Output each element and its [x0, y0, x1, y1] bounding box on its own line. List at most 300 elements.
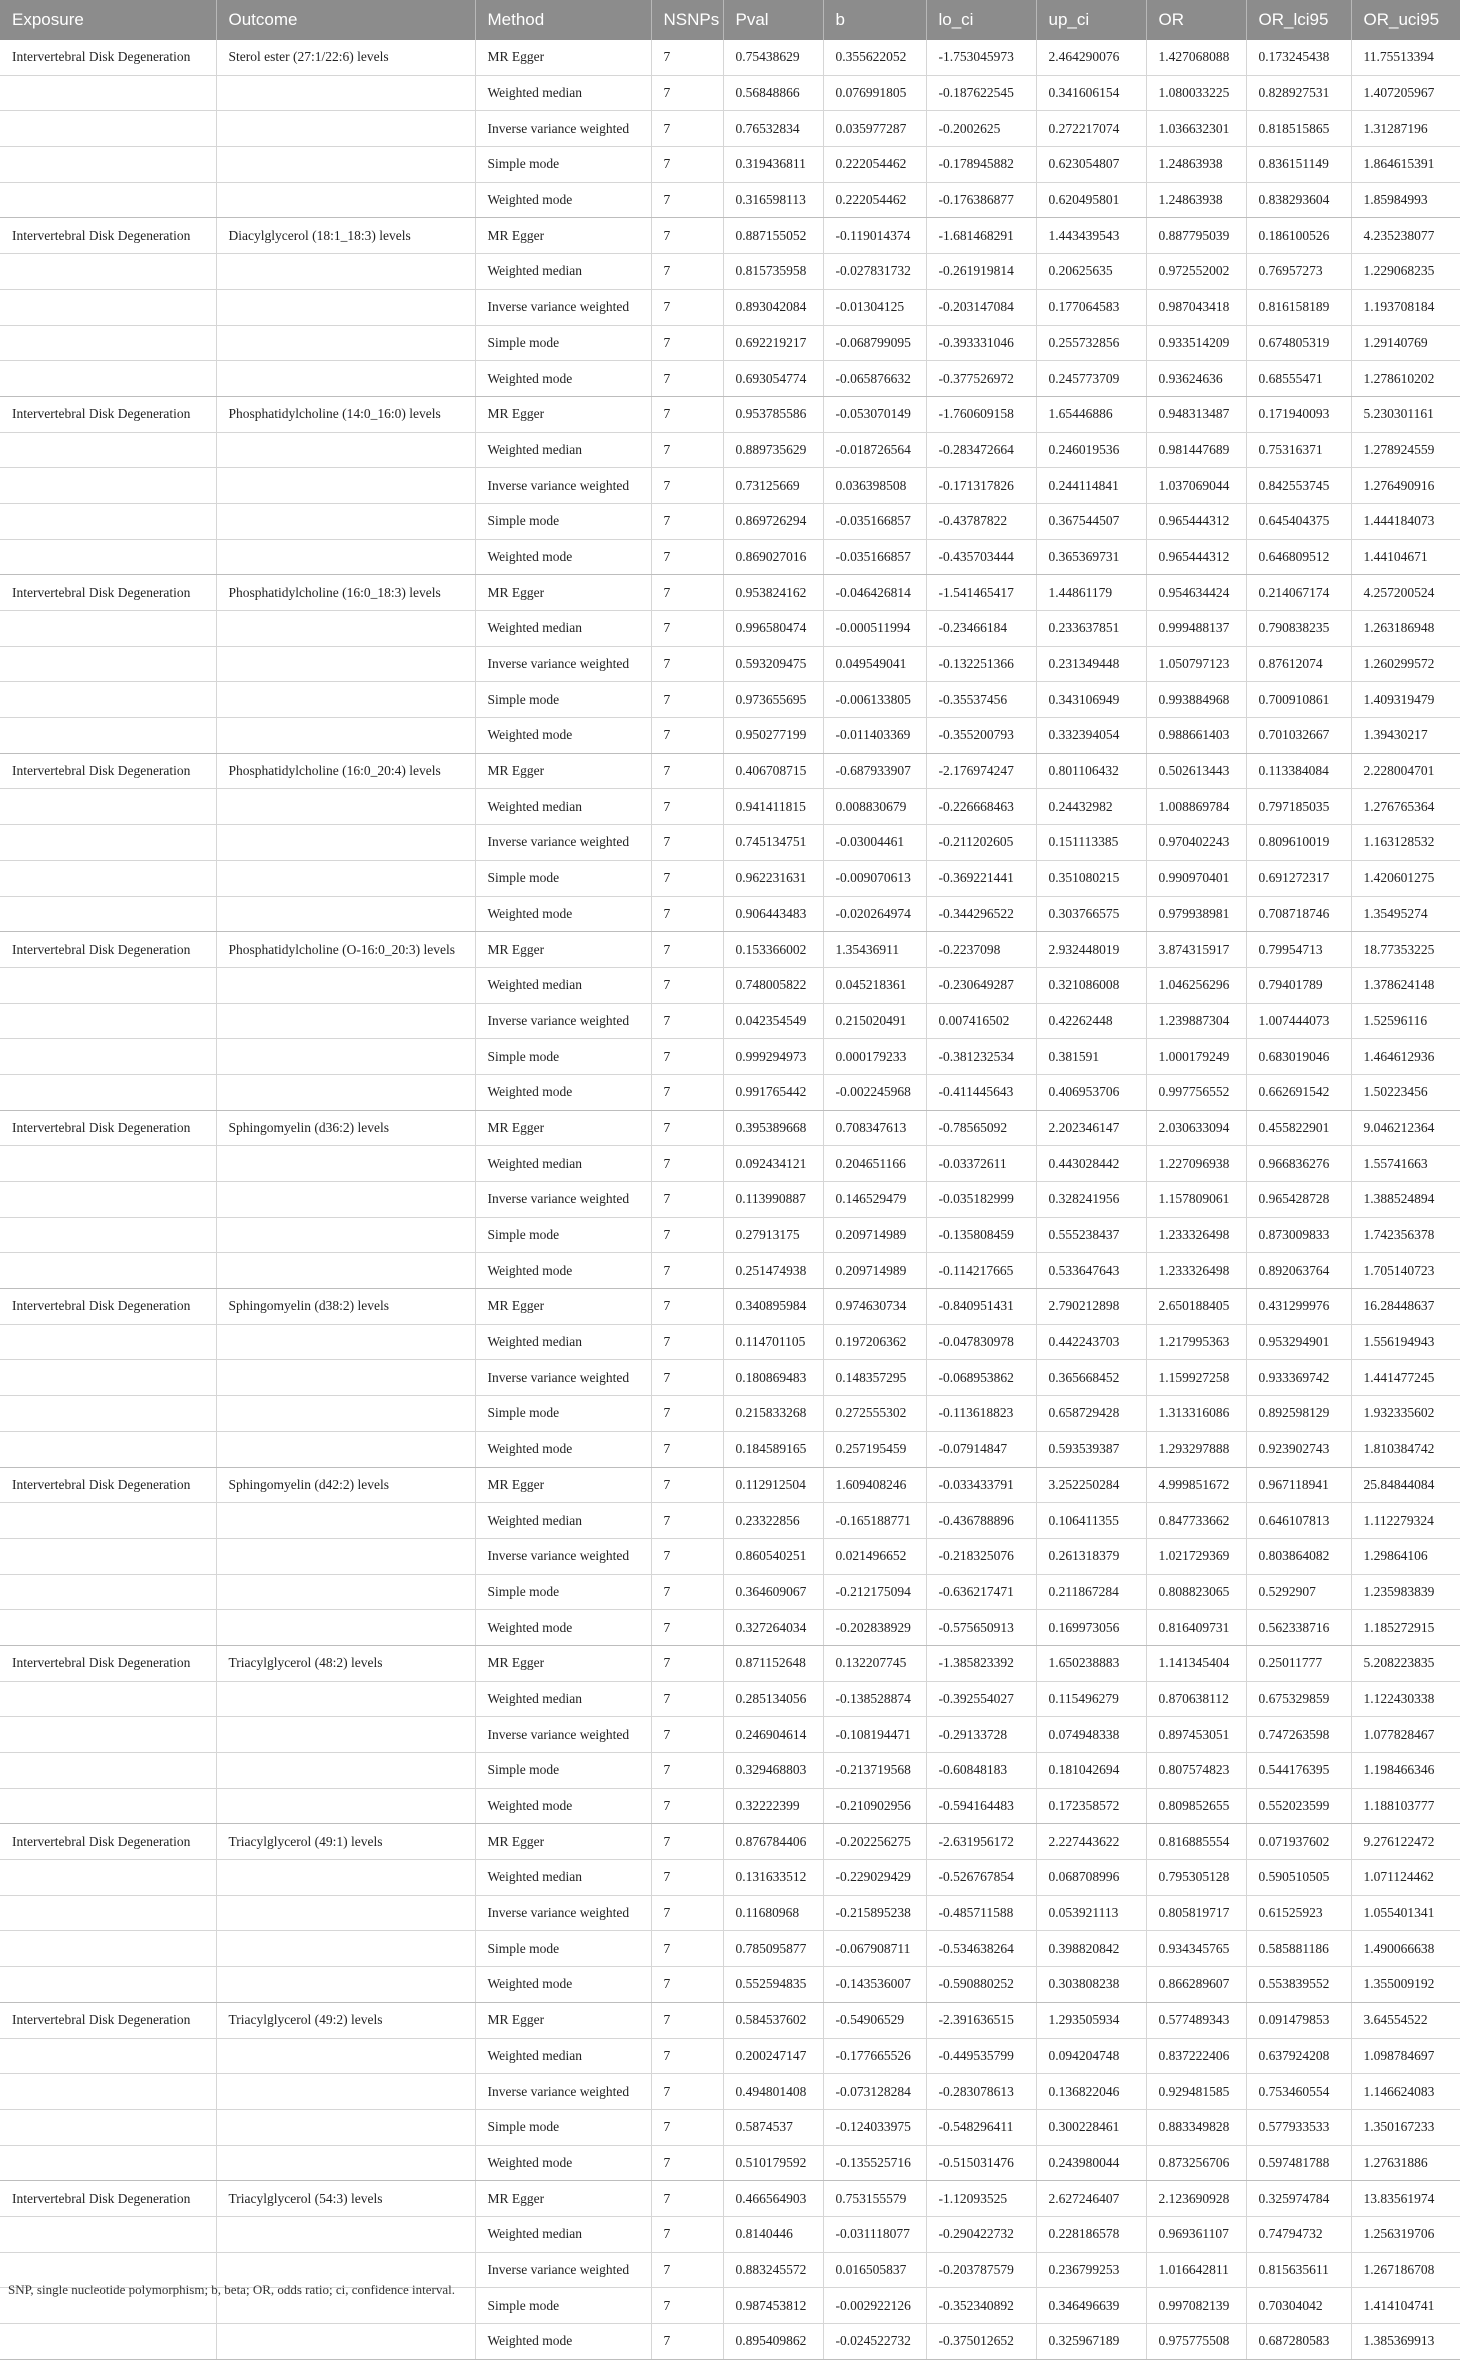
method-cell: Weighted median: [475, 967, 651, 1003]
method-cell: Weighted median: [475, 254, 651, 290]
exposure-cell: [0, 1574, 216, 1610]
method-cell: Simple mode: [475, 1396, 651, 1432]
outcome-cell: [216, 325, 475, 361]
nsnps-cell: 7: [651, 40, 723, 75]
up-ci-cell: 0.365369731: [1036, 539, 1146, 575]
method-cell: Weighted median: [475, 1146, 651, 1182]
method-cell: Simple mode: [475, 2288, 651, 2324]
table-row: [0, 575, 1460, 611]
or-cell: 0.883349828: [1146, 2109, 1246, 2145]
up-ci-cell: 0.233637851: [1036, 611, 1146, 647]
nsnps-cell: 7: [651, 825, 723, 861]
or-uci95-cell: 25.84844084: [1351, 1467, 1460, 1503]
nsnps-cell: 7: [651, 1717, 723, 1753]
method-cell: Weighted median: [475, 2038, 651, 2074]
or-lci95-cell: 0.173245438: [1246, 40, 1351, 75]
table-row: [0, 1967, 1460, 2003]
exposure-cell: [0, 1895, 216, 1931]
nsnps-cell: 7: [651, 1574, 723, 1610]
b-cell: -0.018726564: [823, 432, 926, 468]
or-cell: 0.997082139: [1146, 2288, 1246, 2324]
lo-ci-cell: -0.575650913: [926, 1610, 1036, 1646]
method-cell: MR Egger: [475, 932, 651, 968]
or-cell: 1.046256296: [1146, 967, 1246, 1003]
nsnps-cell: 7: [651, 789, 723, 825]
method-cell: Simple mode: [475, 1931, 651, 1967]
pval-cell: 0.32222399: [723, 1788, 823, 1824]
or-lci95-cell: 0.700910861: [1246, 682, 1351, 718]
nsnps-cell: 7: [651, 1681, 723, 1717]
exposure-cell: [0, 289, 216, 325]
up-ci-cell: 0.272217074: [1036, 111, 1146, 147]
b-cell: -0.009070613: [823, 860, 926, 896]
outcome-cell: [216, 2145, 475, 2181]
or-lci95-cell: 0.590510505: [1246, 1860, 1351, 1896]
outcome-cell: [216, 1360, 475, 1396]
exposure-cell: [0, 860, 216, 896]
lo-ci-cell: -0.485711588: [926, 1895, 1036, 1931]
nsnps-cell: 7: [651, 2216, 723, 2252]
table-row: [0, 1074, 1460, 1110]
up-ci-cell: 1.293505934: [1036, 2002, 1146, 2038]
up-ci-cell: 0.351080215: [1036, 860, 1146, 896]
or-cell: 0.807574823: [1146, 1753, 1246, 1789]
or-cell: 4.999851672: [1146, 1467, 1246, 1503]
or-lci95-cell: 0.691272317: [1246, 860, 1351, 896]
up-ci-cell: 0.801106432: [1036, 753, 1146, 789]
outcome-cell: [216, 2216, 475, 2252]
b-cell: 0.076991805: [823, 75, 926, 111]
table-row: [0, 182, 1460, 218]
nsnps-cell: 7: [651, 111, 723, 147]
or-lci95-cell: 0.815635611: [1246, 2252, 1351, 2288]
or-lci95-cell: 0.585881186: [1246, 1931, 1351, 1967]
table-row: [0, 1360, 1460, 1396]
lo-ci-cell: -0.211202605: [926, 825, 1036, 861]
pval-cell: 0.693054774: [723, 361, 823, 397]
lo-ci-cell: -0.187622545: [926, 75, 1036, 111]
outcome-cell: [216, 2038, 475, 2074]
b-cell: 0.132207745: [823, 1645, 926, 1681]
table-row: [0, 718, 1460, 754]
table-row: [0, 1431, 1460, 1467]
up-ci-cell: 3.252250284: [1036, 1467, 1146, 1503]
or-uci95-cell: 1.193708184: [1351, 289, 1460, 325]
or-lci95-cell: 0.790838235: [1246, 611, 1351, 647]
method-cell: Weighted median: [475, 1324, 651, 1360]
or-cell: 0.816885554: [1146, 1824, 1246, 1860]
or-lci95-cell: 0.562338716: [1246, 1610, 1351, 1646]
outcome-cell: [216, 2109, 475, 2145]
b-cell: 0.355622052: [823, 40, 926, 75]
lo-ci-cell: -0.047830978: [926, 1324, 1036, 1360]
pval-cell: 0.153366002: [723, 932, 823, 968]
b-cell: -0.138528874: [823, 1681, 926, 1717]
or-lci95-cell: 1.007444073: [1246, 1003, 1351, 1039]
or-cell: 0.979938981: [1146, 896, 1246, 932]
b-cell: -0.053070149: [823, 396, 926, 432]
pval-cell: 0.092434121: [723, 1146, 823, 1182]
or-lci95-cell: 0.818515865: [1246, 111, 1351, 147]
method-cell: Inverse variance weighted: [475, 1895, 651, 1931]
pval-cell: 0.941411815: [723, 789, 823, 825]
up-ci-cell: 1.443439543: [1036, 218, 1146, 254]
or-lci95-cell: 0.747263598: [1246, 1717, 1351, 1753]
pval-cell: 0.113990887: [723, 1182, 823, 1218]
or-cell: 0.975775508: [1146, 2324, 1246, 2360]
up-ci-cell: 0.365668452: [1036, 1360, 1146, 1396]
table-row: [0, 753, 1460, 789]
or-cell: 0.948313487: [1146, 396, 1246, 432]
or-cell: 1.313316086: [1146, 1396, 1246, 1432]
exposure-cell: [0, 539, 216, 575]
outcome-cell: [216, 1681, 475, 1717]
nsnps-cell: 7: [651, 396, 723, 432]
table-row: [0, 75, 1460, 111]
method-cell: Weighted mode: [475, 896, 651, 932]
b-cell: 0.148357295: [823, 1360, 926, 1396]
lo-ci-cell: -0.176386877: [926, 182, 1036, 218]
up-ci-cell: 0.443028442: [1036, 1146, 1146, 1182]
lo-ci-cell: -0.78565092: [926, 1110, 1036, 1146]
outcome-cell: Diacylglycerol (18:1_18:3) levels: [216, 218, 475, 254]
exposure-cell: [0, 1931, 216, 1967]
method-cell: MR Egger: [475, 2002, 651, 2038]
exposure-cell: [0, 1217, 216, 1253]
lo-ci-cell: -0.515031476: [926, 2145, 1036, 2181]
nsnps-cell: 7: [651, 539, 723, 575]
lo-ci-cell: -0.283078613: [926, 2074, 1036, 2110]
outcome-cell: [216, 1146, 475, 1182]
method-cell: MR Egger: [475, 1289, 651, 1325]
table-row: [0, 1610, 1460, 1646]
nsnps-cell: 7: [651, 2109, 723, 2145]
outcome-cell: [216, 967, 475, 1003]
exposure-cell: Intervertebral Disk Degeneration: [0, 1110, 216, 1146]
nsnps-cell: 7: [651, 2288, 723, 2324]
or-uci95-cell: 1.350167233: [1351, 2109, 1460, 2145]
method-cell: Weighted median: [475, 611, 651, 647]
nsnps-cell: 7: [651, 860, 723, 896]
exposure-cell: [0, 111, 216, 147]
lo-ci-cell: -0.548296411: [926, 2109, 1036, 2145]
or-uci95-cell: 1.185272915: [1351, 1610, 1460, 1646]
or-cell: 0.969361107: [1146, 2216, 1246, 2252]
up-ci-cell: 0.136822046: [1036, 2074, 1146, 2110]
or-uci95-cell: 16.28448637: [1351, 1289, 1460, 1325]
pval-cell: 0.56848866: [723, 75, 823, 111]
outcome-cell: [216, 1074, 475, 1110]
exposure-cell: [0, 611, 216, 647]
lo-ci-cell: -0.534638264: [926, 1931, 1036, 1967]
method-cell: Simple mode: [475, 147, 651, 183]
or-lci95-cell: 0.965428728: [1246, 1182, 1351, 1218]
table-row: [0, 2074, 1460, 2110]
or-uci95-cell: 1.385369913: [1351, 2324, 1460, 2360]
pval-cell: 0.510179592: [723, 2145, 823, 2181]
b-cell: 0.753155579: [823, 2181, 926, 2217]
or-cell: 0.954634424: [1146, 575, 1246, 611]
or-cell: 1.037069044: [1146, 468, 1246, 504]
lo-ci-cell: -0.226668463: [926, 789, 1036, 825]
table-row: [0, 325, 1460, 361]
table-row: [0, 611, 1460, 647]
or-uci95-cell: 1.490066638: [1351, 1931, 1460, 1967]
or-uci95-cell: 1.077828467: [1351, 1717, 1460, 1753]
table-row: [0, 2216, 1460, 2252]
or-cell: 0.933514209: [1146, 325, 1246, 361]
method-cell: MR Egger: [475, 1467, 651, 1503]
or-cell: 0.887795039: [1146, 218, 1246, 254]
outcome-cell: [216, 1931, 475, 1967]
b-cell: 0.708347613: [823, 1110, 926, 1146]
or-lci95-cell: 0.071937602: [1246, 1824, 1351, 1860]
exposure-cell: [0, 896, 216, 932]
table-header-row: [0, 0, 1460, 40]
outcome-cell: [216, 111, 475, 147]
nsnps-cell: 7: [651, 1253, 723, 1289]
pval-cell: 0.991765442: [723, 1074, 823, 1110]
lo-ci-cell: -0.135808459: [926, 1217, 1036, 1253]
b-cell: 0.272555302: [823, 1396, 926, 1432]
table-row: [0, 40, 1460, 75]
lo-ci-cell: -0.203787579: [926, 2252, 1036, 2288]
pval-cell: 0.466564903: [723, 2181, 823, 2217]
b-cell: -0.108194471: [823, 1717, 926, 1753]
or-cell: 0.929481585: [1146, 2074, 1246, 2110]
or-uci95-cell: 4.235238077: [1351, 218, 1460, 254]
exposure-cell: [0, 1860, 216, 1896]
outcome-cell: [216, 718, 475, 754]
pval-cell: 0.114701105: [723, 1324, 823, 1360]
or-cell: 1.227096938: [1146, 1146, 1246, 1182]
exposure-cell: [0, 503, 216, 539]
outcome-cell: [216, 646, 475, 682]
outcome-cell: [216, 147, 475, 183]
pval-cell: 0.11680968: [723, 1895, 823, 1931]
pval-cell: 0.745134751: [723, 825, 823, 861]
exposure-cell: [0, 1610, 216, 1646]
table-row: [0, 860, 1460, 896]
pval-cell: 0.285134056: [723, 1681, 823, 1717]
or-cell: 1.217995363: [1146, 1324, 1246, 1360]
up-ci-cell: 2.932448019: [1036, 932, 1146, 968]
or-uci95-cell: 1.276765364: [1351, 789, 1460, 825]
outcome-cell: Triacylglycerol (49:1) levels: [216, 1824, 475, 1860]
nsnps-cell: 7: [651, 967, 723, 1003]
method-cell: Weighted mode: [475, 361, 651, 397]
up-ci-cell: 0.094204748: [1036, 2038, 1146, 2074]
method-cell: Weighted median: [475, 1503, 651, 1539]
or-uci95-cell: 9.046212364: [1351, 1110, 1460, 1146]
up-ci-cell: 2.464290076: [1036, 40, 1146, 75]
table-row: [0, 2002, 1460, 2038]
nsnps-cell: 7: [651, 2252, 723, 2288]
up-ci-cell: 0.177064583: [1036, 289, 1146, 325]
method-cell: MR Egger: [475, 1824, 651, 1860]
up-ci-cell: 0.243980044: [1036, 2145, 1146, 2181]
b-cell: 0.209714989: [823, 1253, 926, 1289]
table-row: [0, 1324, 1460, 1360]
or-lci95-cell: 0.61525923: [1246, 1895, 1351, 1931]
b-cell: -0.002922126: [823, 2288, 926, 2324]
table-row: [0, 967, 1460, 1003]
up-ci-cell: 0.211867284: [1036, 1574, 1146, 1610]
or-lci95-cell: 0.553839552: [1246, 1967, 1351, 2003]
pval-cell: 0.962231631: [723, 860, 823, 896]
or-uci95-cell: 1.122430338: [1351, 1681, 1460, 1717]
pval-cell: 0.395389668: [723, 1110, 823, 1146]
pval-cell: 0.584537602: [723, 2002, 823, 2038]
table-row: [0, 1396, 1460, 1432]
b-cell: -0.01304125: [823, 289, 926, 325]
table-row: [0, 1681, 1460, 1717]
outcome-cell: [216, 1860, 475, 1896]
lo-ci-cell: -0.283472664: [926, 432, 1036, 468]
nsnps-cell: 7: [651, 432, 723, 468]
outcome-cell: [216, 289, 475, 325]
outcome-cell: Sphingomyelin (d36:2) levels: [216, 1110, 475, 1146]
b-cell: -0.065876632: [823, 361, 926, 397]
b-cell: 0.197206362: [823, 1324, 926, 1360]
method-cell: Weighted mode: [475, 1967, 651, 2003]
or-cell: 1.141345404: [1146, 1645, 1246, 1681]
pval-cell: 0.593209475: [723, 646, 823, 682]
exposure-cell: [0, 1003, 216, 1039]
exposure-cell: [0, 1253, 216, 1289]
or-cell: 1.080033225: [1146, 75, 1246, 111]
up-ci-cell: 0.181042694: [1036, 1753, 1146, 1789]
lo-ci-cell: -0.381232534: [926, 1039, 1036, 1075]
nsnps-cell: 7: [651, 2002, 723, 2038]
column-header-lo-ci: lo_ci: [926, 0, 1036, 40]
outcome-cell: [216, 503, 475, 539]
or-cell: 0.988661403: [1146, 718, 1246, 754]
exposure-cell: [0, 718, 216, 754]
or-lci95-cell: 0.76957273: [1246, 254, 1351, 290]
method-cell: MR Egger: [475, 40, 651, 75]
outcome-cell: Triacylglycerol (48:2) levels: [216, 1645, 475, 1681]
or-lci95-cell: 0.25011777: [1246, 1645, 1351, 1681]
outcome-cell: [216, 789, 475, 825]
or-uci95-cell: 1.52596116: [1351, 1003, 1460, 1039]
or-uci95-cell: 1.112279324: [1351, 1503, 1460, 1539]
pval-cell: 0.319436811: [723, 147, 823, 183]
pval-cell: 0.785095877: [723, 1931, 823, 1967]
lo-ci-cell: -0.411445643: [926, 1074, 1036, 1110]
table-row: [0, 1146, 1460, 1182]
lo-ci-cell: -0.07914847: [926, 1431, 1036, 1467]
up-ci-cell: 0.255732856: [1036, 325, 1146, 361]
exposure-cell: [0, 2216, 216, 2252]
b-cell: -0.067908711: [823, 1931, 926, 1967]
table-row: [0, 1824, 1460, 1860]
up-ci-cell: 0.620495801: [1036, 182, 1146, 218]
exposure-cell: Intervertebral Disk Degeneration: [0, 753, 216, 789]
or-uci95-cell: 1.44104671: [1351, 539, 1460, 575]
b-cell: 0.974630734: [823, 1289, 926, 1325]
or-uci95-cell: 1.464612936: [1351, 1039, 1460, 1075]
or-lci95-cell: 0.873009833: [1246, 1217, 1351, 1253]
nsnps-cell: 7: [651, 75, 723, 111]
or-cell: 2.650188405: [1146, 1289, 1246, 1325]
exposure-cell: [0, 1681, 216, 1717]
or-lci95-cell: 0.637924208: [1246, 2038, 1351, 2074]
nsnps-cell: 7: [651, 1182, 723, 1218]
or-uci95-cell: 1.229068235: [1351, 254, 1460, 290]
or-uci95-cell: 1.263186948: [1351, 611, 1460, 647]
table-row: [0, 1895, 1460, 1931]
pval-cell: 0.895409862: [723, 2324, 823, 2360]
exposure-cell: [0, 1717, 216, 1753]
b-cell: 0.045218361: [823, 967, 926, 1003]
b-cell: -0.143536007: [823, 1967, 926, 2003]
table-row: [0, 2109, 1460, 2145]
or-lci95-cell: 0.091479853: [1246, 2002, 1351, 2038]
exposure-cell: [0, 1753, 216, 1789]
up-ci-cell: 0.24432982: [1036, 789, 1146, 825]
or-cell: 1.016642811: [1146, 2252, 1246, 2288]
up-ci-cell: 0.106411355: [1036, 1503, 1146, 1539]
or-lci95-cell: 0.646107813: [1246, 1503, 1351, 1539]
b-cell: -0.020264974: [823, 896, 926, 932]
b-cell: 0.016505837: [823, 2252, 926, 2288]
up-ci-cell: 0.533647643: [1036, 1253, 1146, 1289]
outcome-cell: [216, 1324, 475, 1360]
method-cell: MR Egger: [475, 753, 651, 789]
outcome-cell: [216, 896, 475, 932]
exposure-cell: [0, 147, 216, 183]
pval-cell: 0.112912504: [723, 1467, 823, 1503]
exposure-cell: [0, 1324, 216, 1360]
or-lci95-cell: 0.967118941: [1246, 1467, 1351, 1503]
up-ci-cell: 0.228186578: [1036, 2216, 1146, 2252]
nsnps-cell: 7: [651, 2145, 723, 2181]
or-uci95-cell: 1.055401341: [1351, 1895, 1460, 1931]
or-uci95-cell: 1.810384742: [1351, 1431, 1460, 1467]
or-cell: 1.157809061: [1146, 1182, 1246, 1218]
column-header-or-lci95: OR_lci95: [1246, 0, 1351, 40]
exposure-cell: Intervertebral Disk Degeneration: [0, 40, 216, 75]
table-row: [0, 1645, 1460, 1681]
nsnps-cell: 7: [651, 218, 723, 254]
nsnps-cell: 7: [651, 1503, 723, 1539]
nsnps-cell: 7: [651, 1467, 723, 1503]
pval-cell: 0.748005822: [723, 967, 823, 1003]
exposure-cell: [0, 254, 216, 290]
table-row: [0, 682, 1460, 718]
up-ci-cell: 2.202346147: [1036, 1110, 1146, 1146]
pval-cell: 0.876784406: [723, 1824, 823, 1860]
or-uci95-cell: 5.230301161: [1351, 396, 1460, 432]
method-cell: Inverse variance weighted: [475, 1182, 651, 1218]
or-cell: 0.999488137: [1146, 611, 1246, 647]
nsnps-cell: 7: [651, 1003, 723, 1039]
or-uci95-cell: 1.260299572: [1351, 646, 1460, 682]
nsnps-cell: 7: [651, 289, 723, 325]
or-lci95-cell: 0.68555471: [1246, 361, 1351, 397]
nsnps-cell: 7: [651, 611, 723, 647]
outcome-cell: [216, 1039, 475, 1075]
b-cell: -0.031118077: [823, 2216, 926, 2252]
pval-cell: 0.246904614: [723, 1717, 823, 1753]
lo-ci-cell: -0.369221441: [926, 860, 1036, 896]
outcome-cell: [216, 1538, 475, 1574]
exposure-cell: Intervertebral Disk Degeneration: [0, 218, 216, 254]
lo-ci-cell: -0.375012652: [926, 2324, 1036, 2360]
method-cell: Weighted median: [475, 432, 651, 468]
pval-cell: 0.364609067: [723, 1574, 823, 1610]
